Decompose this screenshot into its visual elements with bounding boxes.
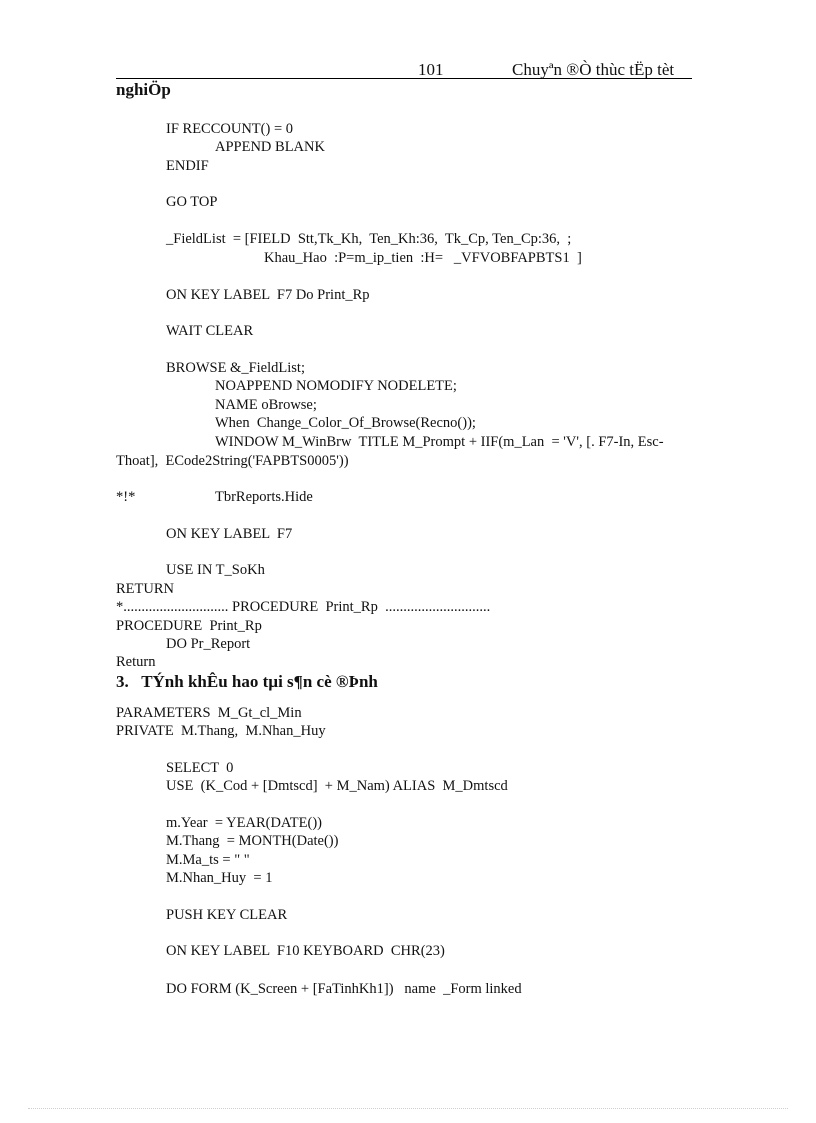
code-line: PUSH KEY CLEAR <box>166 907 288 923</box>
code-line: ENDIF <box>166 158 209 174</box>
code-line: USE IN T_SoKh <box>166 562 265 578</box>
page-header <box>116 58 692 78</box>
code-line: PRIVATE M.Thang, M.Nhan_Huy <box>116 723 326 739</box>
code-line: M.Nhan_Huy = 1 <box>166 870 273 886</box>
code-line: m.Year = YEAR(DATE()) <box>166 815 322 831</box>
code-line: _FieldList = [FIELD Stt,Tk_Kh, Ten_Kh:36, Tk_Cp, Ten_Cp:36, ; <box>166 231 572 247</box>
code-line: PROCEDURE Print_Rp <box>116 618 262 634</box>
code-line: APPEND BLANK <box>215 139 325 155</box>
code-line: ON KEY LABEL F7 <box>166 526 293 542</box>
code-line: WAIT CLEAR <box>166 323 254 339</box>
code-line: BROWSE &_FieldList; <box>166 360 305 376</box>
code-line: SELECT 0 <box>166 760 234 776</box>
code-line: *!* <box>116 489 136 505</box>
code-line: DO FORM (K_Screen + [FaTinhKh1]) name _Form linked <box>166 981 522 997</box>
code-line: Thoat], ECode2String('FAPBTS0005')) <box>116 453 349 469</box>
code-line: Return <box>116 654 156 670</box>
code-line: *............................. PROCEDURE Print_Rp ............................. <box>116 599 491 615</box>
page-bottom-divider <box>28 1108 788 1109</box>
code-line: ON KEY LABEL F7 Do Print_Rp <box>166 287 370 303</box>
page-number: 101 <box>418 60 444 79</box>
code-line: IF RECCOUNT() = 0 <box>166 121 293 137</box>
code-line: RETURN <box>116 581 174 597</box>
header-title: Chuyªn ®Ò thùc tËp tèt <box>512 60 675 79</box>
code-line: GO TOP <box>166 194 218 210</box>
code-line: PARAMETERS M_Gt_cl_Min <box>116 705 302 721</box>
header-rule <box>116 78 692 79</box>
code-line: M.Thang = MONTH(Date()) <box>166 833 339 849</box>
code-line: WINDOW M_WinBrw TITLE M_Prompt + IIF(m_Lan = 'V', [. F7-In, Esc- <box>215 434 664 450</box>
code-line: TbrReports.Hide <box>215 489 313 505</box>
code-line: DO Pr_Report <box>166 636 251 652</box>
code-line: M.Ma_ts = " " <box>166 852 250 868</box>
code-line: When Change_Color_Of_Browse(Recno()); <box>215 415 476 431</box>
code-line: Khau_Hao :P=m_ip_tien :H= _VFVOBFAPBTS1 ] <box>264 250 582 266</box>
header-title-continued: nghiÖp <box>116 80 171 99</box>
code-line: NOAPPEND NOMODIFY NODELETE; <box>215 378 457 394</box>
section-heading: 3. TÝnh khÊu hao tµi s¶n cè ®Þnh <box>116 672 378 691</box>
code-line: USE (K_Cod + [Dmtscd] + M_Nam) ALIAS M_Dmtscd <box>166 778 508 794</box>
code-line: ON KEY LABEL F10 KEYBOARD CHR(23) <box>166 943 445 959</box>
code-line: NAME oBrowse; <box>215 397 317 413</box>
